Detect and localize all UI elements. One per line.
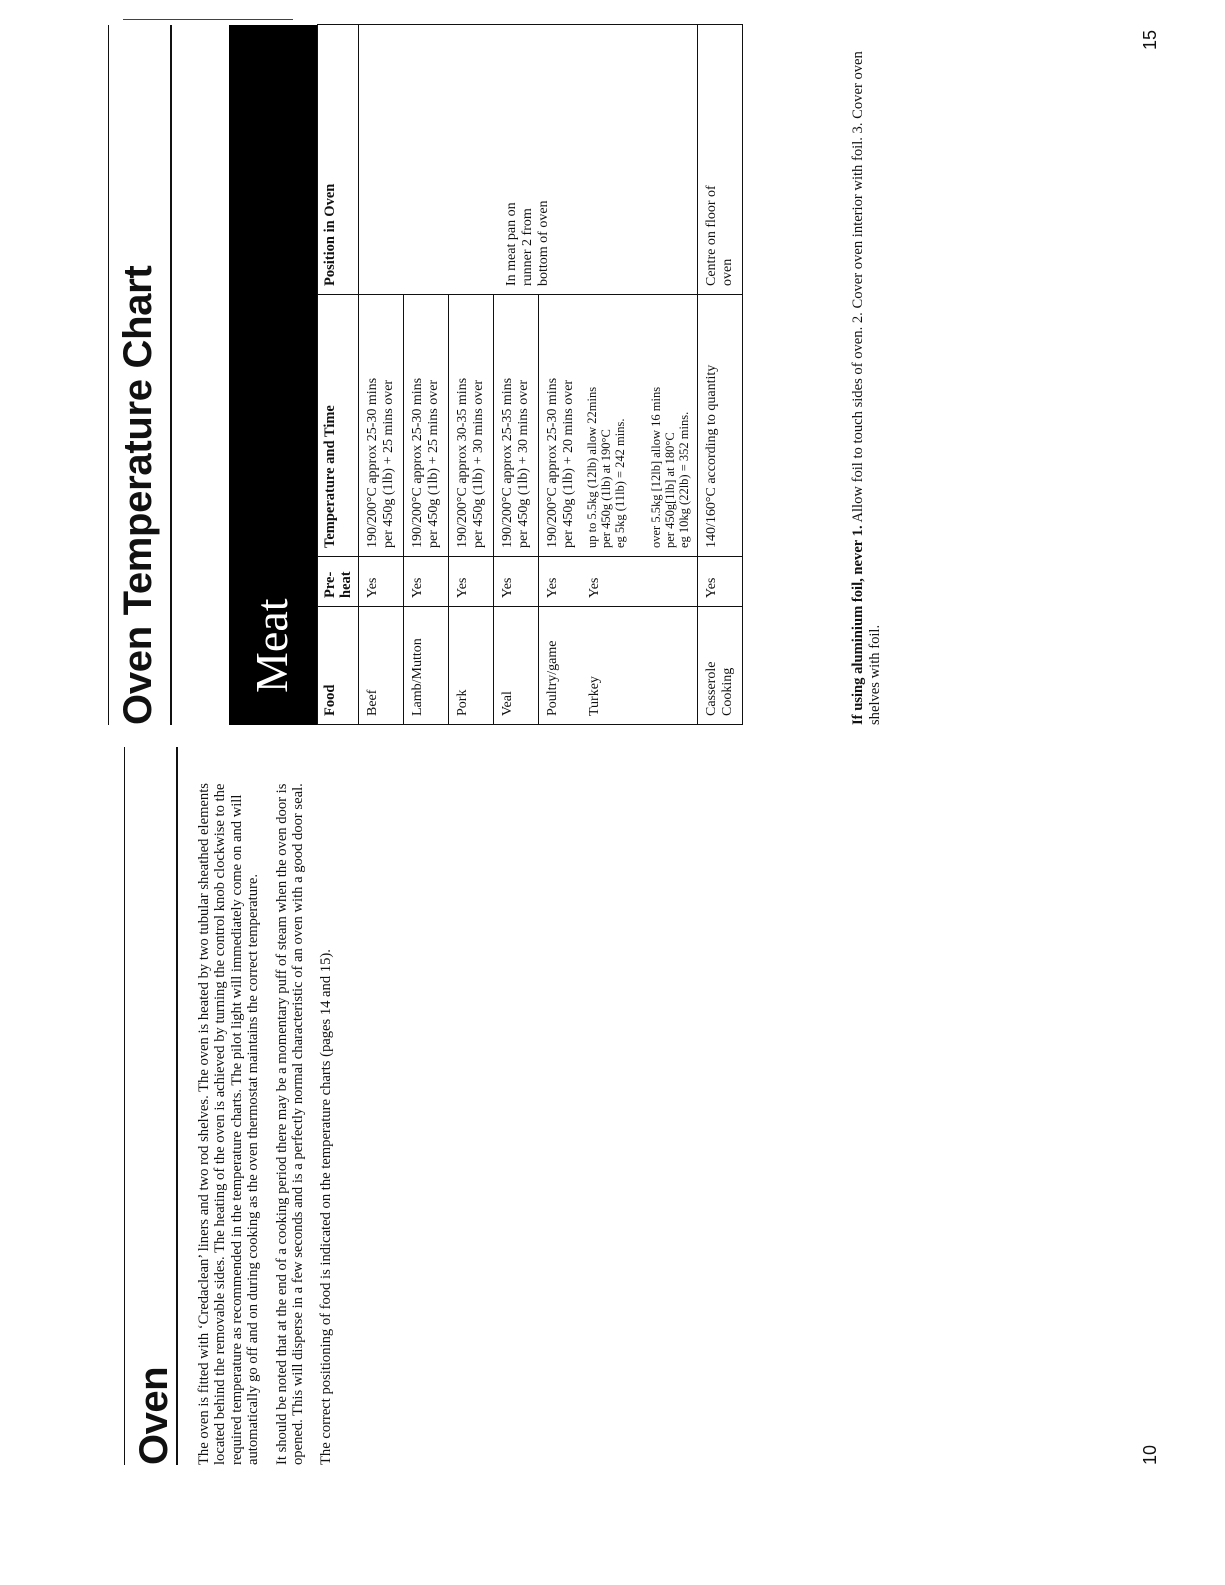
temp-line: per 450g (1lb) at 190°C <box>599 429 613 548</box>
footnote-emphasis: If using aluminium foil, never 1. <box>850 525 866 725</box>
section-banner <box>229 25 317 725</box>
section-title: Meat <box>246 598 297 693</box>
temp-line: up to 5.5kg (12lb) allow 22mins <box>585 386 599 548</box>
cell-temperature: 140/160°C according to quantity <box>698 295 743 557</box>
scan-artifact-line <box>123 19 293 20</box>
cell-preheat: Yes <box>359 557 404 607</box>
page-number: 15 <box>1140 29 1160 50</box>
temp-line: 190/200°C approx 25-30 mins <box>365 377 380 548</box>
left-page <box>0 745 1225 1465</box>
cell-preheat: Yes <box>494 557 539 607</box>
header-temperature: Temperature and Time <box>318 295 359 557</box>
paragraph: The correct positioning of food is indicated on the temperature charts (pages 14 and 15). <box>318 949 335 1465</box>
spacer <box>627 303 649 548</box>
temp-line: eg 10kg (22lb) = 352 mins. <box>677 411 691 548</box>
table-header-row <box>318 25 359 725</box>
food-label: Turkey <box>587 676 602 716</box>
cell-preheat <box>539 557 698 607</box>
temp-line: 190/200°C approx 25-30 mins <box>545 377 560 548</box>
temp-line: 190/200°C approx 30-35 mins <box>455 377 470 548</box>
temp-line: per 450g (1lb) + 30 mins over <box>471 379 486 548</box>
oven-description <box>196 750 347 1465</box>
table-row <box>359 25 404 725</box>
foil-footnote <box>850 25 884 725</box>
cell-preheat: Yes <box>449 557 494 607</box>
position-line: bottom of oven <box>536 200 551 286</box>
footnote-text: Allow foil to touch sides of oven. 2. Cover oven interior with foil. 3. Cover oven shelves with foil. <box>850 51 883 725</box>
spacer <box>561 615 587 716</box>
cell-preheat: Yes <box>404 557 449 607</box>
food-label: Cooking <box>720 667 735 716</box>
right-page <box>0 25 1225 725</box>
food-label: Casserole <box>704 661 719 716</box>
chart-title: Oven Temperature Chart <box>116 265 160 725</box>
spacer <box>561 565 587 598</box>
divider <box>170 25 172 725</box>
cell-food: Beef <box>359 607 404 725</box>
cell-position-meat-pan <box>359 25 698 295</box>
cell-temperature <box>539 295 698 557</box>
temp-line: over 5.5kg [12lb] allow 16 mins <box>649 386 663 548</box>
temp-line: eg 5kg (11lb) = 242 mins. <box>613 418 627 548</box>
position-line: oven <box>720 258 735 286</box>
paragraph: It should be noted that at the end of a cooking period there may be a momentary puff of steam when the oven door is opened. This will disperse in a few seconds and is a perfectly normal characteristic of an oven with a good door seal. <box>273 783 307 1465</box>
cell-temperature <box>359 295 404 557</box>
meat-table <box>317 24 743 725</box>
cell-food <box>698 607 743 725</box>
position-line: In meat pan on <box>504 202 519 286</box>
temp-line: per 450g (1lb) + 25 mins over <box>381 379 396 548</box>
temp-line: per 450g (1lb) + 30 mins over <box>516 379 531 548</box>
position-line: runner 2 from <box>520 208 535 286</box>
cell-temperature <box>404 295 449 557</box>
header-preheat: Pre-heat <box>318 557 359 607</box>
cell-temperature <box>494 295 539 557</box>
temp-line: 190/200°C approx 25-35 mins <box>500 377 515 548</box>
cell-food <box>539 607 698 725</box>
temp-line: per 450g (1lb) + 25 mins over <box>426 379 441 548</box>
preheat-value: Yes <box>545 577 560 598</box>
cell-temperature <box>449 295 494 557</box>
page-number: 10 <box>1140 1444 1160 1465</box>
temp-line: 190/200°C approx 25-30 mins <box>410 377 425 548</box>
page-title: Oven <box>132 1366 176 1465</box>
paragraph: The oven is fitted with ‘Credaclean’ liners and two rod shelves. The oven is heated by two tubular sheathed elements located behind the removable sides. The heating of the oven is achieved by turning the control knob clockwise to the required temperature as recommended in the temperature charts. The pilot light will immediately come on and will automatically go off and on during cooking as the oven thermostat maintains the correct temperature. <box>196 783 262 1465</box>
divider <box>176 747 178 1465</box>
cell-preheat: Yes <box>698 557 743 607</box>
cell-position <box>698 25 743 295</box>
temp-line: per 450g[1lb] at 180°C <box>663 432 677 548</box>
divider <box>108 25 109 725</box>
temp-line: per 450g (1lb) + 20 mins over <box>561 379 576 548</box>
food-label: Poultry/game <box>545 640 560 716</box>
table-row <box>698 25 743 725</box>
cell-food: Lamb/Mutton <box>404 607 449 725</box>
header-position: Position in Oven <box>318 25 359 295</box>
position-line: Centre on floor of <box>704 185 719 286</box>
preheat-value: Yes <box>587 577 602 598</box>
divider <box>124 747 125 1465</box>
header-food: Food <box>318 607 359 725</box>
cell-food: Pork <box>449 607 494 725</box>
cell-food: Veal <box>494 607 539 725</box>
spacer <box>577 303 585 548</box>
